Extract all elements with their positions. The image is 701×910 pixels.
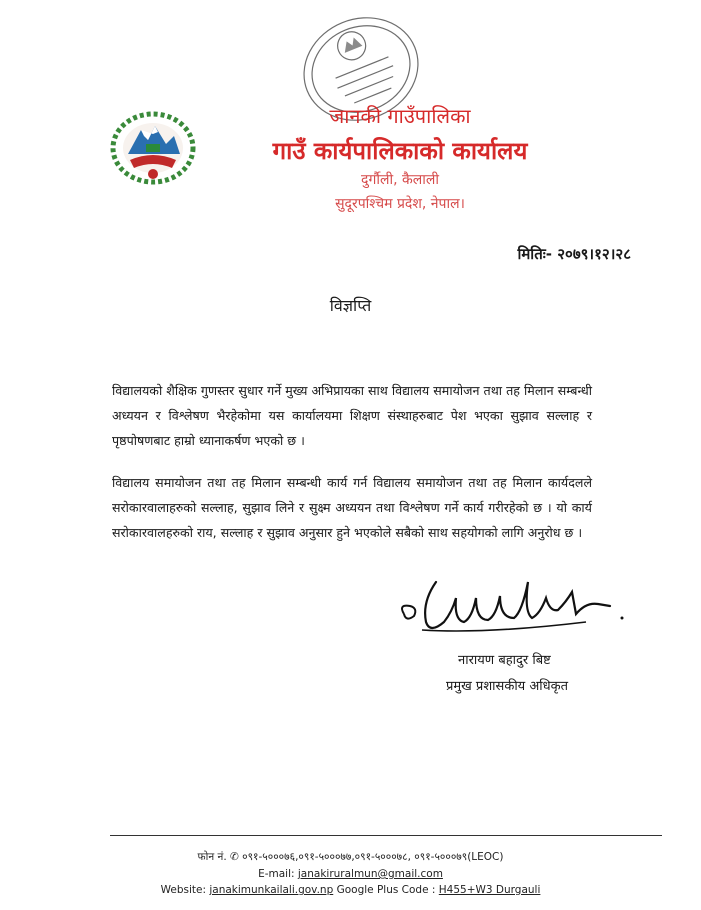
- address-line-1: दुर्गौली, कैलाली: [361, 172, 439, 188]
- nepal-emblem-icon: [108, 110, 198, 186]
- paragraph-2: विद्यालय समायोजन तथा तह मिलान सम्बन्धी कार्य गर्न विद्यालय समायोजन तथा तह मिलान कार्यदलले सरोकारवालाहरुको सल्लाह, सुझाव लिने र सुक्ष्म अध्ययन तथा विश्लेषण गर्ने कार्य गरीरहेको छ । यो कार्य सरोकारवालहरुको राय, सल्लाह र सुझाव अनुसार हुने भएकोले सबैको साथ सहयोगको लागि अनुरोध छ ।: [112, 475, 592, 540]
- gplus-code[interactable]: H455+W3 Durgauli: [438, 884, 541, 896]
- website-link[interactable]: janakimunkailali.gov.np: [209, 884, 334, 896]
- footer-divider: [110, 835, 662, 836]
- email-link[interactable]: janakiruralmun@gmail.com: [297, 868, 443, 880]
- handwritten-signature: [396, 562, 626, 642]
- footer-phone: फोन नं. ✆ ०९१-५०००७६,०९१-५०००७७,०९१-५०००७८, ०९१-५०००७९(LEOC): [197, 851, 504, 863]
- signatory-name: नारायण बहादुर बिष्ट: [458, 653, 551, 668]
- website-label: Website:: [160, 884, 206, 896]
- address-line-2: सुदूरपश्चिम प्रदेश, नेपाल।: [335, 196, 465, 212]
- signatory-title: प्रमुख प्रशासकीय अधिकृत: [446, 679, 569, 694]
- office-name: गाउँ कार्यपालिकाको कार्यालय: [272, 137, 528, 165]
- org-name: जानकी गाउँपालिका: [329, 104, 471, 128]
- gplus-label: Google Plus Code :: [336, 884, 436, 896]
- date-line: मितिः- २०७९।१२।२८: [517, 245, 631, 263]
- footer-email-line: [0, 868, 701, 880]
- notice-title: विज्ञप्ति: [329, 296, 372, 315]
- paragraph-1: विद्यालयको शैक्षिक गुणस्तर सुधार गर्ने मुख्य अभिप्रायका साथ विद्यालय समायोजन तथा तह मिलान सम्बन्धी अध्ययन र विश्लेषण भैरहेकोमा यस कार्यालयमा शिक्षण संस्थाहरुबाट पेश भएका सुझाव सल्लाह र पृष्ठपोषणबाट हाम्रो ध्यानाकर्षण भएको छ ।: [112, 383, 592, 448]
- footer-website-line: [0, 884, 701, 896]
- email-label: E-mail:: [258, 868, 295, 880]
